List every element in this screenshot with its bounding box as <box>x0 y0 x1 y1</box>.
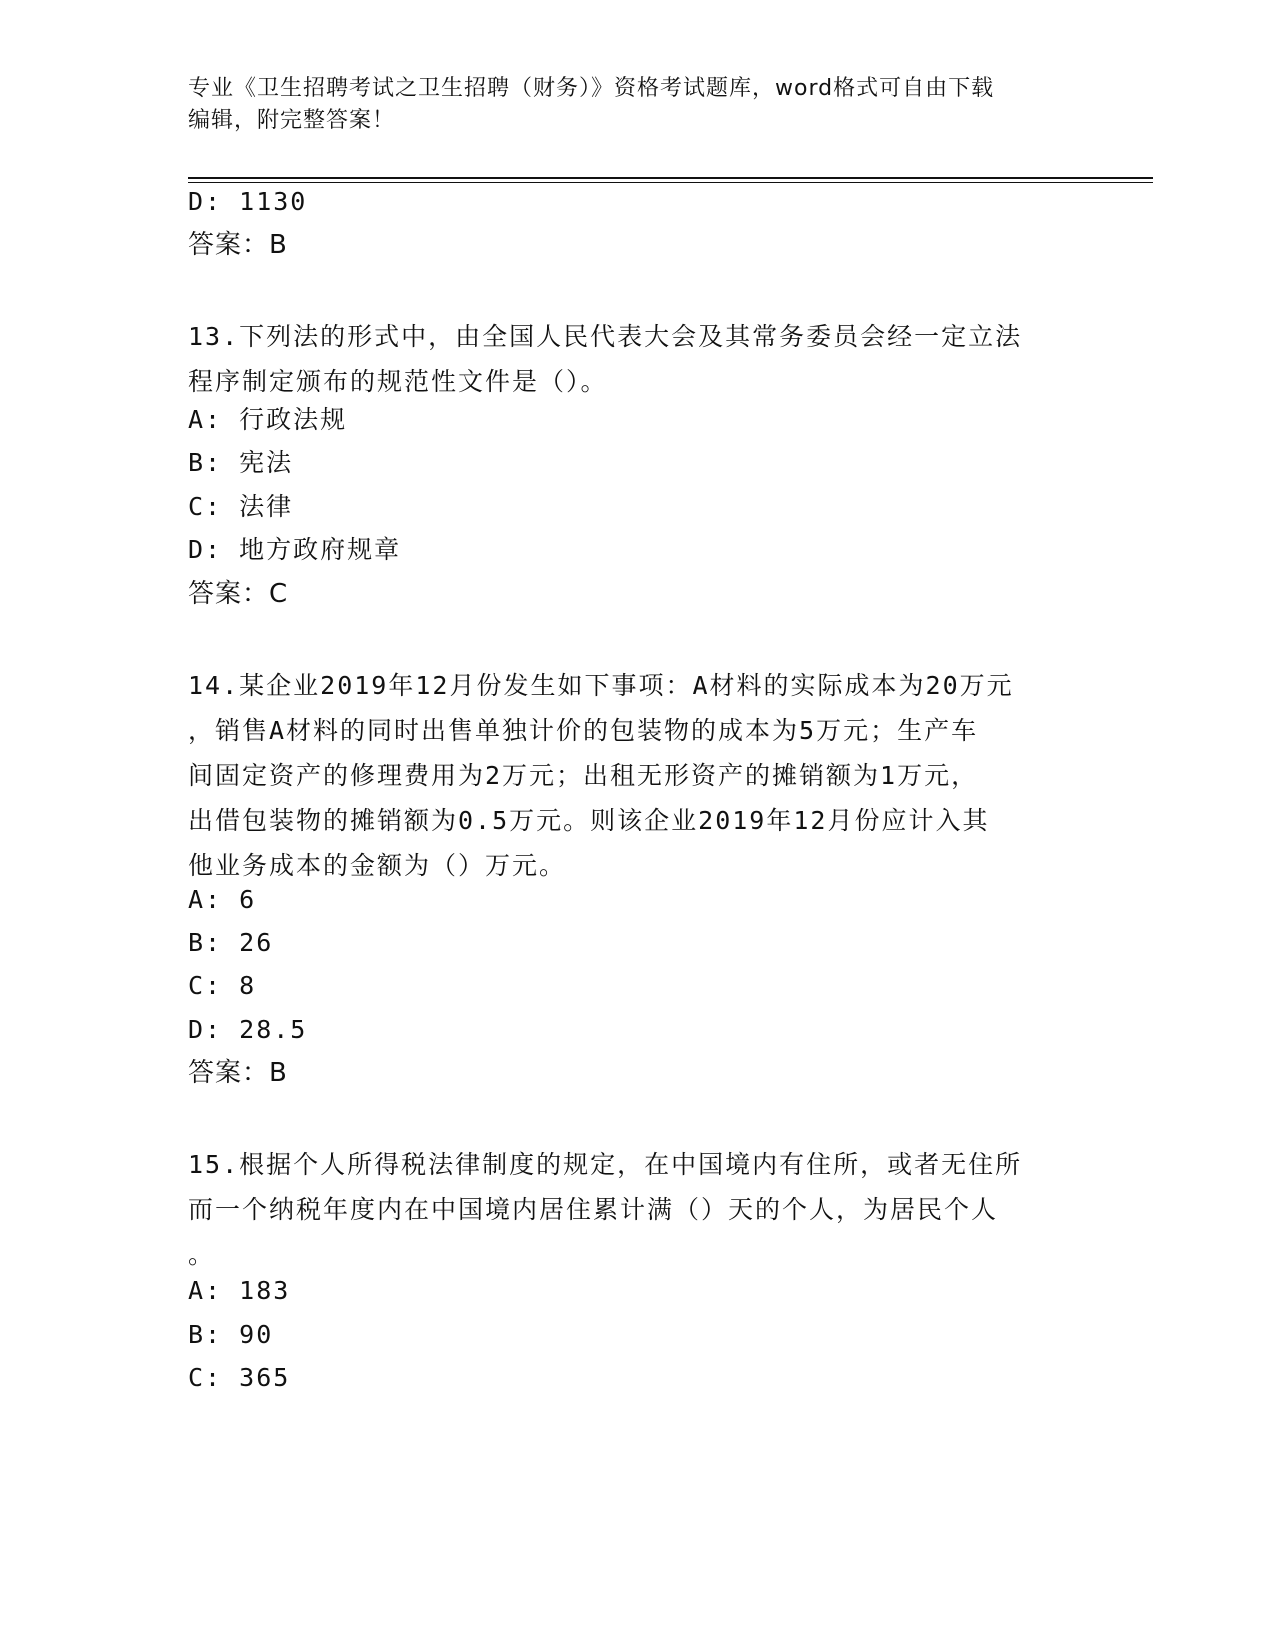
question-14-line: 出借包装物的摊销额为0.5万元。则该企业2019年12月份应计入其 <box>188 806 990 835</box>
question-15-line: 而一个纳税年度内在中国境内居住累计满（）天的个人，为居民个人 <box>188 1195 999 1224</box>
question-13-line: 13.下列法的形式中，由全国人民代表大会及其常务委员会经一定立法 <box>188 322 1023 351</box>
question-14-line: ，销售A材料的同时出售单独计价的包装物的成本为5万元；生产车 <box>188 716 979 745</box>
header-line-1: 专业《卫生招聘考试之卫生招聘（财务）》资格考试题库，word格式可自由下载 <box>188 76 995 101</box>
question-13-line: 程序制定颁布的规范性文件是（）。 <box>188 367 608 396</box>
q14-option-d: D: 28.5 <box>188 1015 308 1044</box>
document-header <box>188 73 1088 137</box>
q13-answer: 答案：C <box>188 579 289 609</box>
question-14-line: 间固定资产的修理费用为2万元；出租无形资产的摊销额为1万元， <box>188 761 979 790</box>
question-15-line: 。 <box>188 1240 216 1269</box>
prev-option-d: D: 1130 <box>188 187 308 216</box>
header-divider-thin <box>188 182 1153 183</box>
question-15-text <box>188 1142 1088 1277</box>
q13-option-c: C: 法律 <box>188 492 294 521</box>
q15-option-a: A: 183 <box>188 1276 291 1305</box>
question-15-line: 15.根据个人所得税法律制度的规定，在中国境内有住所，或者无住所 <box>188 1150 1023 1179</box>
q13-option-d: D: 地方政府规章 <box>188 535 402 564</box>
q14-option-b: B: 26 <box>188 928 274 957</box>
question-14-line: 他业务成本的金额为（）万元。 <box>188 851 567 880</box>
question-14-text <box>188 663 1088 888</box>
q14-answer: 答案：B <box>188 1058 288 1088</box>
q14-option-c: C: 8 <box>188 971 257 1000</box>
question-14-line: 14.某企业2019年12月份发生如下事项：A材料的实际成本为20万元 <box>188 671 1014 700</box>
q13-option-a: A: 行政法规 <box>188 405 348 434</box>
q14-option-a: A: 6 <box>188 885 257 914</box>
q15-option-c: C: 365 <box>188 1363 291 1392</box>
q13-option-b: B: 宪法 <box>188 448 294 477</box>
prev-answer: 答案：B <box>188 230 288 260</box>
question-13-text <box>188 314 1088 404</box>
header-divider-thick <box>188 177 1153 179</box>
header-line-2: 编辑，附完整答案！ <box>188 108 396 133</box>
q15-option-b: B: 90 <box>188 1320 274 1349</box>
